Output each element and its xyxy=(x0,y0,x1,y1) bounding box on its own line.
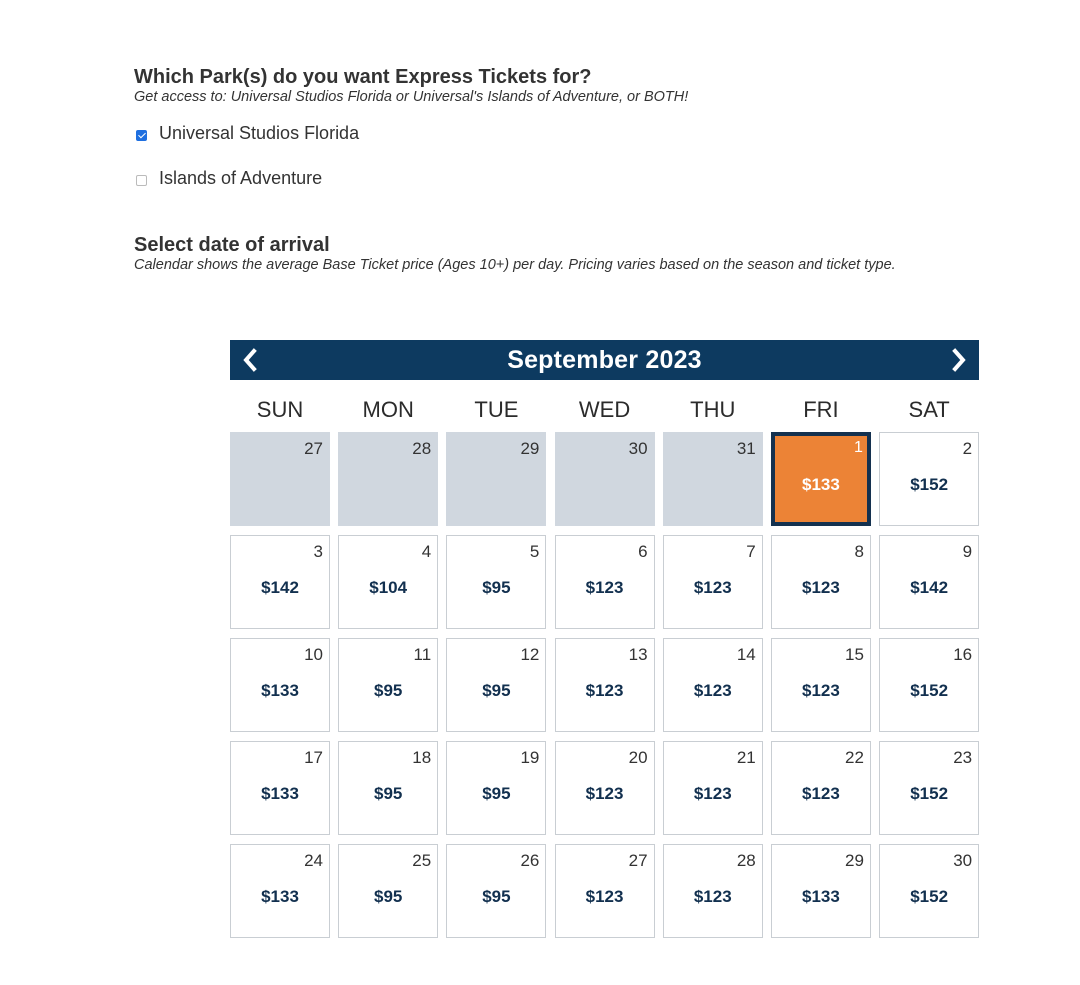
weekday-label: SAT xyxy=(908,397,950,422)
calendar-day[interactable] xyxy=(771,535,871,629)
day-number: 21 xyxy=(736,748,756,767)
weekday-label: THU xyxy=(690,397,736,422)
next-month-button[interactable] xyxy=(941,340,977,380)
weekday-label: WED xyxy=(578,397,631,422)
day-number: 15 xyxy=(845,645,864,664)
day-price: $133 xyxy=(261,681,299,700)
day-number: 18 xyxy=(412,748,432,767)
calendar-day[interactable] xyxy=(338,741,438,835)
calendar-day[interactable] xyxy=(555,844,655,938)
day-number: 1 xyxy=(854,439,863,456)
day-number: 24 xyxy=(304,851,323,870)
day-number: 22 xyxy=(845,748,864,767)
calendar-day xyxy=(338,432,438,526)
park-option-label: Islands of Adventure xyxy=(159,167,323,188)
calendar-day[interactable] xyxy=(663,535,763,629)
day-price: $123 xyxy=(693,681,732,700)
calendar-day[interactable] xyxy=(879,844,979,938)
day-price: $123 xyxy=(585,578,624,597)
day-price: $123 xyxy=(802,578,840,597)
day-number: 17 xyxy=(304,748,323,767)
weekday-label: MON xyxy=(362,397,414,422)
calendar-day[interactable] xyxy=(338,638,438,732)
calendar-day[interactable] xyxy=(555,535,655,629)
calendar-header xyxy=(230,340,979,380)
calendar-month-label: September 2023 xyxy=(507,345,702,374)
calendar-day-grid xyxy=(230,432,979,938)
day-number: 14 xyxy=(736,645,756,664)
day-price: $152 xyxy=(910,475,949,494)
calendar-day-selected[interactable] xyxy=(771,432,871,526)
calendar-day[interactable] xyxy=(338,535,438,629)
day-price: $95 xyxy=(482,784,511,803)
chevron-left-icon xyxy=(241,348,259,372)
day-number: 23 xyxy=(953,748,973,767)
calendar-day[interactable] xyxy=(230,535,330,629)
calendar-day[interactable] xyxy=(446,535,546,629)
day-number: 29 xyxy=(520,439,540,458)
day-number: 28 xyxy=(412,439,432,458)
calendar-day[interactable] xyxy=(230,844,330,938)
day-price: $152 xyxy=(910,681,949,700)
arrival-calendar xyxy=(230,340,979,938)
day-number: 27 xyxy=(304,439,323,458)
day-price: $95 xyxy=(374,887,403,906)
day-number: 9 xyxy=(962,542,973,561)
calendar-day[interactable] xyxy=(879,741,979,835)
day-price: $95 xyxy=(482,578,511,597)
calendar-day[interactable] xyxy=(663,638,763,732)
park-option-universal-studios[interactable] xyxy=(136,121,688,145)
arrival-section xyxy=(134,234,896,274)
day-price: $95 xyxy=(482,681,511,700)
day-number: 4 xyxy=(421,542,432,561)
chevron-right-icon xyxy=(950,348,968,372)
previous-month-button[interactable] xyxy=(232,340,268,380)
day-number: 12 xyxy=(520,645,540,664)
day-number: 30 xyxy=(953,851,973,870)
calendar-day[interactable] xyxy=(446,638,546,732)
day-price: $95 xyxy=(374,681,403,700)
calendar-day[interactable] xyxy=(446,844,546,938)
day-price: $152 xyxy=(910,784,949,803)
calendar-day[interactable] xyxy=(230,741,330,835)
day-price: $142 xyxy=(261,578,299,597)
calendar-day xyxy=(555,432,655,526)
day-number: 29 xyxy=(845,851,864,870)
day-price: $133 xyxy=(261,887,299,906)
day-number: 13 xyxy=(628,645,648,664)
calendar-day[interactable] xyxy=(771,638,871,732)
day-price: $123 xyxy=(585,887,624,906)
calendar-day[interactable] xyxy=(555,741,655,835)
calendar-day[interactable] xyxy=(879,432,979,526)
day-price: $123 xyxy=(693,887,732,906)
weekday-label: FRI xyxy=(803,397,839,422)
calendar-day[interactable] xyxy=(771,844,871,938)
day-price: $123 xyxy=(693,784,732,803)
day-price: $152 xyxy=(910,887,949,906)
day-price: $123 xyxy=(693,578,732,597)
day-number: 27 xyxy=(628,851,648,870)
day-price: $142 xyxy=(910,578,949,597)
weekday-header-row xyxy=(230,380,979,432)
day-number: 2 xyxy=(962,439,973,458)
calendar-day[interactable] xyxy=(879,638,979,732)
day-price: $123 xyxy=(585,784,624,803)
day-number: 31 xyxy=(736,439,756,458)
arrival-title: Select date of arrival xyxy=(134,234,330,256)
day-price: $95 xyxy=(482,887,511,906)
day-number: 30 xyxy=(628,439,648,458)
calendar-day xyxy=(446,432,546,526)
day-number: 8 xyxy=(854,542,864,561)
calendar-day[interactable] xyxy=(663,741,763,835)
calendar-day[interactable] xyxy=(230,638,330,732)
weekday-label: TUE xyxy=(474,397,519,422)
day-price: $123 xyxy=(585,681,624,700)
day-number: 6 xyxy=(638,542,648,561)
calendar-day[interactable] xyxy=(555,638,655,732)
day-number: 19 xyxy=(520,748,540,767)
day-number: 11 xyxy=(413,645,432,664)
calendar-day[interactable] xyxy=(879,535,979,629)
day-number: 26 xyxy=(520,851,540,870)
day-number: 28 xyxy=(736,851,756,870)
day-price: $123 xyxy=(802,681,840,700)
day-price: $95 xyxy=(374,784,403,803)
day-price: $133 xyxy=(802,475,840,494)
day-number: 16 xyxy=(953,645,973,664)
weekday-label: SUN xyxy=(256,397,304,422)
calendar-day xyxy=(663,432,763,526)
day-price: $104 xyxy=(369,578,408,597)
park-option-label: Universal Studios Florida xyxy=(159,122,360,143)
calendar-day[interactable] xyxy=(338,844,438,938)
day-number: 25 xyxy=(412,851,432,870)
park-selection-subtitle: Get access to: Universal Studios Florida or Universal's Islands of Adventure, or BOTH! xyxy=(134,89,689,105)
park-selection-section xyxy=(134,66,688,190)
day-number: 20 xyxy=(628,748,648,767)
calendar-day[interactable] xyxy=(663,844,763,938)
day-number: 7 xyxy=(746,542,756,561)
calendar-day[interactable] xyxy=(446,741,546,835)
park-selection-title: Which Park(s) do you want Express Tickets for? xyxy=(134,66,592,88)
day-number: 5 xyxy=(529,542,540,561)
day-number: 10 xyxy=(304,645,323,664)
calendar-day[interactable] xyxy=(771,741,871,835)
islands-of-adventure-checkbox[interactable] xyxy=(136,175,147,186)
calendar-day xyxy=(230,432,330,526)
day-price: $133 xyxy=(802,887,840,906)
park-option-islands-of-adventure[interactable] xyxy=(136,166,688,190)
day-price: $133 xyxy=(261,784,299,803)
day-number: 3 xyxy=(313,542,323,561)
universal-studios-checkbox[interactable] xyxy=(136,130,147,141)
arrival-subtitle: Calendar shows the average Base Ticket price (Ages 10+) per day. Pricing varies based on the season and ticket type. xyxy=(134,257,896,273)
day-price: $123 xyxy=(802,784,840,803)
